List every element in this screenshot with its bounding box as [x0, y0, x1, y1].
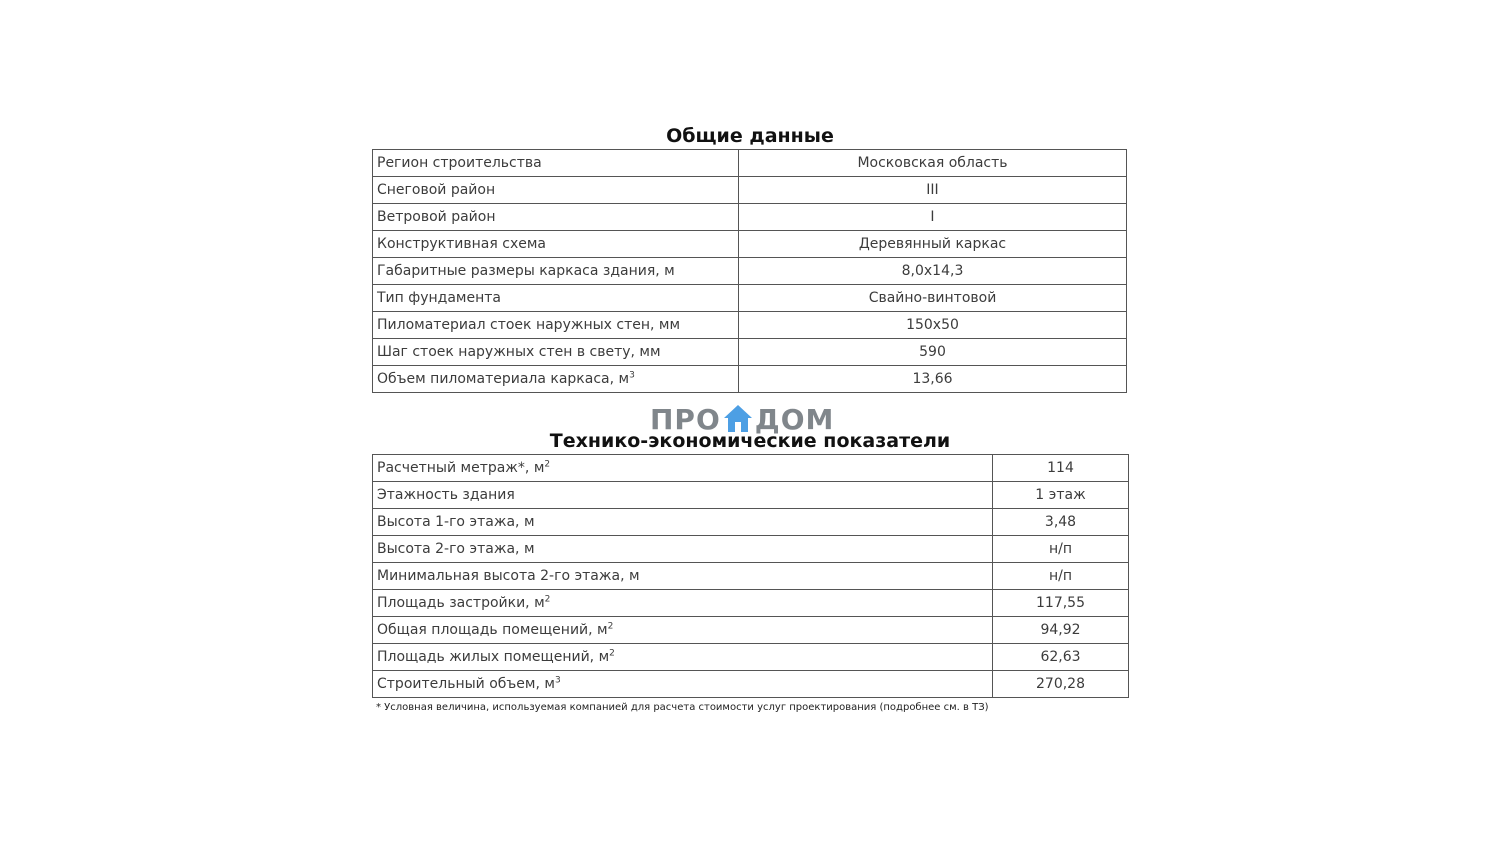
tech-row-unit-exponent: 2	[609, 648, 615, 659]
general-row-label: Тип фундамента	[377, 290, 501, 306]
tech-row-label-cell	[373, 617, 993, 644]
tech-row-value: 3,48	[993, 509, 1129, 536]
tech-row-label: Строительный объем, м	[377, 676, 555, 692]
tech-row-value: 94,92	[993, 617, 1129, 644]
general-row-label-cell	[373, 177, 739, 204]
general-row-label-cell	[373, 150, 739, 177]
tech-row-label-cell	[373, 590, 993, 617]
general-row-value: 150х50	[739, 312, 1127, 339]
tech-row	[373, 509, 1129, 536]
tech-row-label: Площадь жилых помещений, м	[377, 649, 610, 665]
tech-row-label-cell	[373, 536, 993, 563]
tech-row-label-cell	[373, 509, 993, 536]
logo-text-right: ДОМ	[754, 402, 835, 436]
tech-row-label-cell	[373, 671, 993, 698]
tech-row-label: Высота 1-го этажа, м	[377, 514, 535, 530]
tech-row-label-cell	[373, 482, 993, 509]
tech-row	[373, 455, 1129, 482]
tech-row	[373, 536, 1129, 563]
general-row-unit-exponent: 3	[629, 370, 635, 381]
general-row-value: 590	[739, 339, 1127, 366]
general-row-label-cell	[373, 285, 739, 312]
footnote: * Условная величина, используемая компанией для расчета стоимости услуг проектирования (подробнее см. в ТЗ)	[376, 702, 989, 713]
general-row-value: 13,66	[739, 366, 1127, 393]
general-row	[373, 231, 1127, 258]
general-data-table	[372, 149, 1127, 393]
general-row-label-cell	[373, 366, 739, 393]
general-row-value: Деревянный каркас	[739, 231, 1127, 258]
general-row-label: Снеговой район	[377, 182, 496, 198]
tech-row	[373, 617, 1129, 644]
general-row-value: I	[739, 204, 1127, 231]
general-row	[373, 285, 1127, 312]
general-row-label: Пиломатериал стоек наружных стен, мм	[377, 317, 681, 333]
tech-row-value: н/п	[993, 536, 1129, 563]
tech-row	[373, 563, 1129, 590]
tech-row	[373, 671, 1129, 698]
tech-row	[373, 482, 1129, 509]
tech-row-value: 62,63	[993, 644, 1129, 671]
general-row-value: 8,0х14,3	[739, 258, 1127, 285]
tech-row-label-cell	[373, 563, 993, 590]
general-row-label: Габаритные размеры каркаса здания, м	[377, 263, 675, 279]
general-data-title: Общие данные	[666, 125, 834, 147]
general-row-label: Регион строительства	[377, 155, 542, 171]
general-row-value: III	[739, 177, 1127, 204]
general-row-label-cell	[373, 258, 739, 285]
tech-row-label: Минимальная высота 2-го этажа, м	[377, 568, 640, 584]
general-row-label-cell	[373, 231, 739, 258]
logo-text-left: ПРО	[650, 402, 721, 436]
general-row	[373, 312, 1127, 339]
tech-row-label: Расчетный метраж*, м	[377, 460, 545, 476]
tech-row-unit-exponent: 2	[607, 621, 614, 632]
general-row-label-cell	[373, 204, 739, 231]
general-row-label: Конструктивная схема	[377, 236, 546, 252]
tech-row	[373, 590, 1129, 617]
general-row-label: Шаг стоек наружных стен в свету, мм	[377, 344, 661, 360]
general-row	[373, 258, 1127, 285]
tech-row-value: 1 этаж	[993, 482, 1129, 509]
tech-row-unit-exponent: 3	[554, 675, 561, 686]
general-row-label-cell	[373, 312, 739, 339]
general-row	[373, 366, 1127, 393]
tech-row-label: Площадь застройки, м	[377, 595, 545, 611]
tech-row-label-cell	[373, 644, 993, 671]
tech-row-label: Общая площадь помещений, м	[377, 622, 608, 638]
tech-row-value: 270,28	[993, 671, 1129, 698]
general-row	[373, 339, 1127, 366]
tech-row-value: 117,55	[993, 590, 1129, 617]
general-row	[373, 177, 1127, 204]
tech-row-value: 114	[993, 455, 1129, 482]
tech-row-label: Высота 2-го этажа, м	[377, 541, 535, 557]
general-row-label-cell	[373, 339, 739, 366]
tech-row-unit-exponent: 2	[544, 459, 551, 470]
tech-indicators-table	[372, 454, 1129, 698]
tech-row-label-cell	[373, 455, 993, 482]
general-row-value: Московская область	[739, 150, 1127, 177]
tech-row	[373, 644, 1129, 671]
general-row-label: Объем пиломатериала каркаса, м	[377, 371, 630, 387]
general-row	[373, 204, 1127, 231]
tech-row-label: Этажность здания	[377, 487, 515, 503]
tech-row-unit-exponent: 2	[544, 594, 551, 605]
tech-indicators-title: Технико-экономические показатели	[549, 430, 951, 452]
general-row-value: Свайно-винтовой	[739, 285, 1127, 312]
general-row-label: Ветровой район	[377, 209, 496, 225]
tech-row-value: н/п	[993, 563, 1129, 590]
general-row	[373, 150, 1127, 177]
